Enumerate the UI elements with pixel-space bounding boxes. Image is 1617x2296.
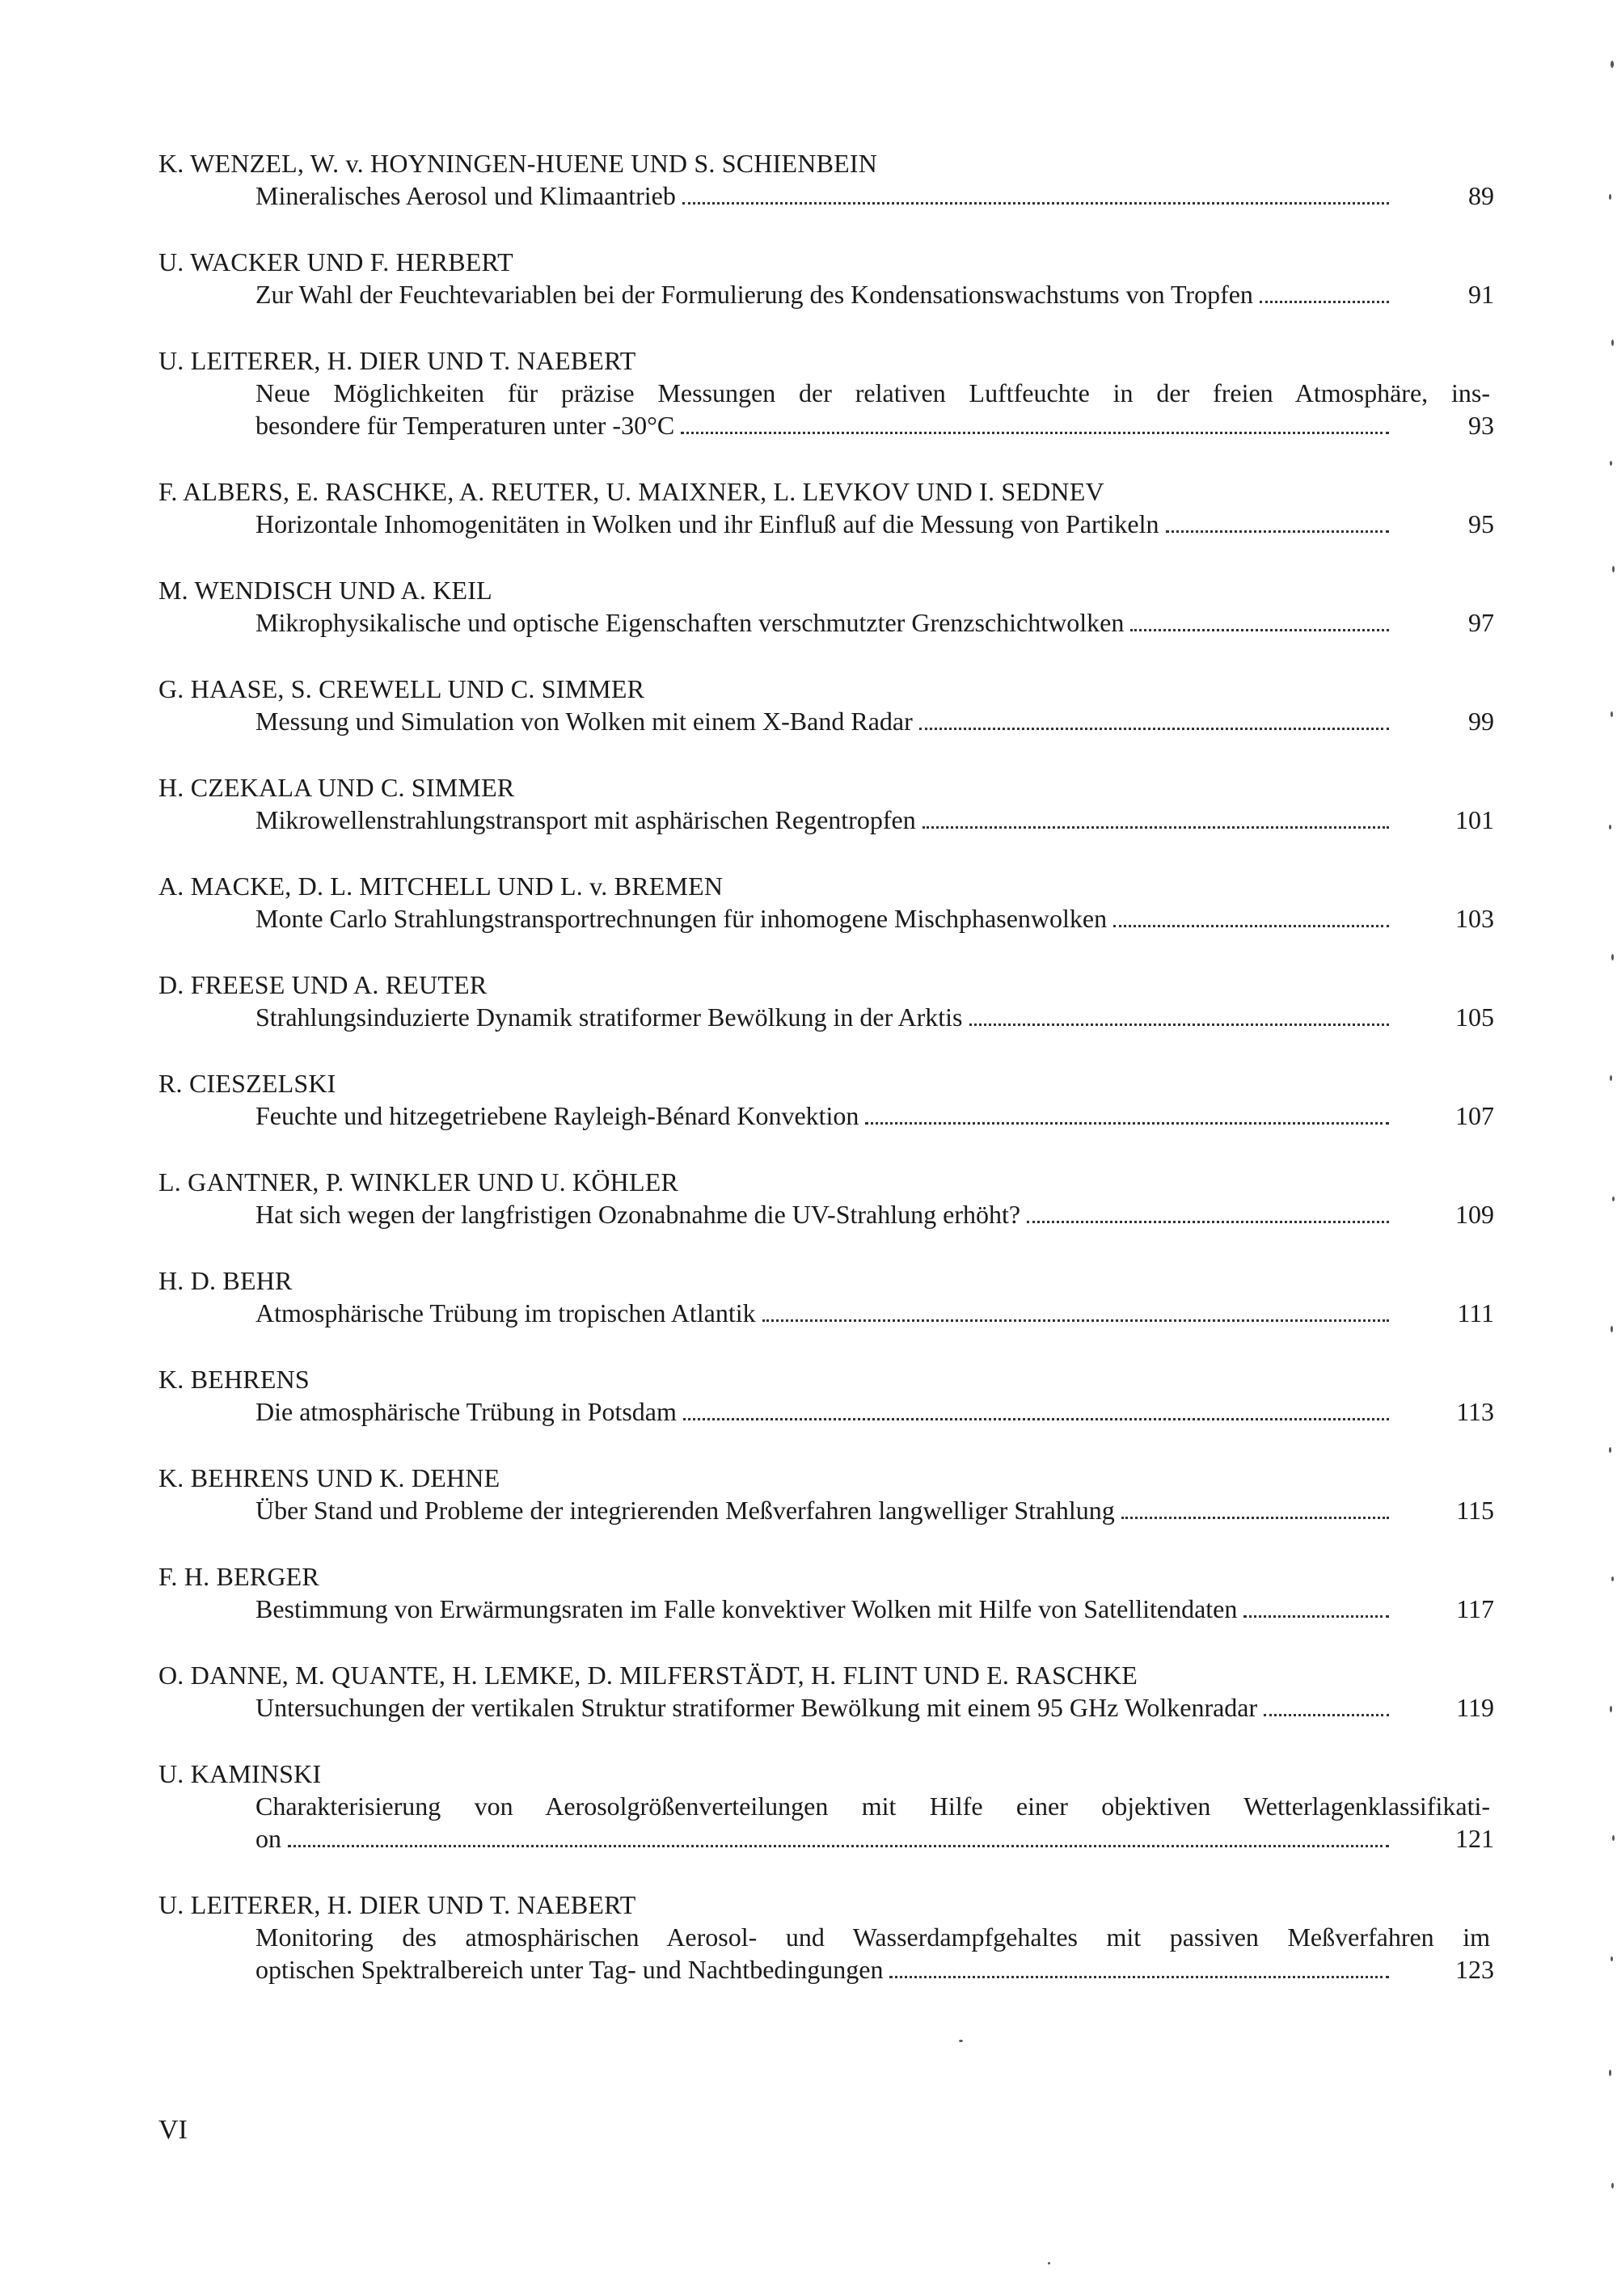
toc-entry-authors: U. KAMINSKI [158, 1759, 322, 1788]
toc-entry-page-number: 95 [1468, 509, 1494, 538]
scan-speck [1611, 954, 1614, 960]
toc-entry-title [158, 1921, 1494, 1986]
toc-entry [158, 1659, 1494, 1724]
toc-entry-page-number: 105 [1455, 1002, 1494, 1032]
toc-entry-title [158, 1001, 1494, 1033]
toc-entry-title [158, 1593, 1494, 1625]
toc-entry-title [158, 1099, 1494, 1132]
toc-entry [158, 574, 1494, 639]
toc-entry-page-number: 101 [1455, 805, 1494, 834]
toc-entry [158, 969, 1494, 1033]
toc-entry-title [158, 1790, 1494, 1855]
toc-entry-authors: K. BEHRENS UND K. DEHNE [158, 1463, 500, 1492]
toc-entry-leader-line [255, 1822, 1494, 1855]
scan-speck [1610, 1075, 1612, 1081]
toc-entry-authors: U. LEITERER, H. DIER UND T. NAEBERT [158, 1890, 636, 1919]
toc-entry [158, 1758, 1494, 1855]
scan-speck [1611, 711, 1613, 717]
dot-leader [1121, 1517, 1389, 1519]
toc-entry [158, 1363, 1494, 1428]
toc-entry-title-line: Mineralisches Aerosol und Klimaantrieb [255, 181, 676, 210]
toc-entry-leader-line [255, 1953, 1494, 1986]
dot-leader [1166, 530, 1390, 533]
toc-entry-page-number: 117 [1456, 1594, 1494, 1623]
toc-entry [158, 673, 1494, 737]
dot-leader [1243, 1615, 1389, 1618]
toc-entry-title [158, 705, 1494, 737]
scan-speck [1609, 194, 1611, 200]
toc-entry-title-line: Atmosphärische Trübung im tropischen Atlantik [255, 1298, 756, 1327]
toc-entry-page-number: 115 [1456, 1496, 1494, 1525]
scan-speck [1611, 340, 1614, 346]
toc-entry-page-number: 97 [1468, 608, 1494, 637]
dot-leader [969, 1023, 1390, 1026]
scan-speck [1610, 461, 1612, 466]
toc-entry-title-line: Mikrowellenstrahlungstransport mit asphärischen Regentropfen [255, 805, 916, 834]
scan-speck [1612, 1197, 1615, 1201]
dot-leader [1113, 925, 1389, 927]
scan-speck [1611, 1576, 1614, 1581]
toc-entry-leader-line [255, 1001, 1494, 1033]
toc-entry-page-number: 107 [1455, 1101, 1494, 1130]
toc-entry-authors: H. CZEKALA UND C. SIMMER [158, 773, 515, 802]
dot-leader [1260, 301, 1389, 303]
toc-entry-page-number: 109 [1455, 1200, 1494, 1229]
toc-entry-title-line: Horizontale Inhomogenitäten in Wolken und ihr Einfluß auf die Messung von Partikeln [255, 509, 1159, 538]
toc-entry-leader-line [255, 179, 1494, 212]
toc-entry-title-line: Messung und Simulation von Wolken mit einem X-Band Radar [255, 707, 913, 736]
toc-entry-title [158, 179, 1494, 212]
toc-entry-title-line: Untersuchungen der vertikalen Struktur stratiformer Bewölkung mit einem 95 GHz Wolkenradar [255, 1693, 1258, 1722]
toc-entry-page-number: 123 [1455, 1955, 1494, 1984]
toc-entry [158, 475, 1494, 540]
toc-entry [158, 870, 1494, 935]
toc-entry [158, 1889, 1494, 1986]
toc-entry-title-line: on [255, 1824, 281, 1853]
toc-entry-authors: F. H. BERGER [158, 1562, 319, 1591]
toc-entry-leader-line [255, 508, 1494, 540]
toc-entry-leader-line [255, 1297, 1494, 1329]
toc-entry-leader-line [255, 902, 1494, 935]
dot-leader [681, 432, 1389, 434]
toc-entry-leader-line [255, 278, 1494, 310]
toc-entry-page-number: 89 [1468, 181, 1494, 210]
dot-leader [762, 1319, 1389, 1322]
toc-entry-title [158, 902, 1494, 935]
scan-speck [1612, 1835, 1615, 1841]
toc-entry-title-line: Charakterisierung von Aerosolgrößenverteilungen mit Hilfe einer objektiven Wetterlagenklassifikati- [255, 1792, 1490, 1821]
toc-entry-authors: H. D. BEHR [158, 1266, 293, 1295]
toc-entry-title-line: Zur Wahl der Feuchtevariablen bei der Formulierung des Kondensationswachstums von Tropfen [255, 280, 1253, 309]
page-number-footer: VI [158, 2115, 188, 2145]
toc-entry-page-number: 111 [1457, 1298, 1494, 1327]
toc-entry-title-line: Feuchte und hitzegetriebene Rayleigh-Bénard Konvektion [255, 1101, 859, 1130]
toc-entry-leader-line [255, 1198, 1494, 1230]
toc-entry-authors: L. GANTNER, P. WINKLER UND U. KÖHLER [158, 1167, 679, 1197]
scan-speck [1611, 2183, 1614, 2188]
scan-speck [1609, 1447, 1611, 1453]
toc-entry [158, 1067, 1494, 1132]
toc-entry-page-number: 93 [1468, 411, 1494, 440]
toc-entry-page-number: 103 [1455, 904, 1494, 933]
toc-entry-title [158, 377, 1494, 441]
toc-entry-authors: M. WENDISCH UND A. KEIL [158, 576, 492, 605]
dot-leader [1264, 1714, 1389, 1716]
toc-entry-leader-line [255, 1395, 1494, 1428]
toc-entry-page-number: 119 [1456, 1693, 1494, 1722]
toc-entry-title [158, 1494, 1494, 1526]
toc-entry-title-line: Hat sich wegen der langfristigen Ozonabnahme die UV-Strahlung erhöht? [255, 1200, 1021, 1229]
toc-entry-authors: R. CIESZELSKI [158, 1069, 336, 1098]
toc-entry-page-number: 91 [1468, 280, 1494, 309]
toc-entry [158, 1560, 1494, 1625]
toc-entry-page-number: 121 [1455, 1824, 1494, 1853]
scan-speck [1048, 2262, 1050, 2264]
scan-speck [1612, 566, 1615, 572]
toc-entry-authors: D. FREESE UND A. REUTER [158, 970, 488, 999]
toc-entry [158, 246, 1494, 310]
toc-entry [158, 147, 1494, 212]
toc-entry-title [158, 1297, 1494, 1329]
toc-entry-title-line: Über Stand und Probleme der integrierenden Meßverfahren langwelliger Strahlung [255, 1496, 1115, 1525]
toc-entry-page-number: 113 [1456, 1397, 1494, 1426]
toc-entry-authors: K. BEHRENS [158, 1365, 310, 1394]
toc-entry [158, 1166, 1494, 1230]
toc-entry-leader-line [255, 1099, 1494, 1132]
scan-speck [1609, 825, 1611, 829]
toc-entry-title [158, 278, 1494, 310]
toc-entry-title-line: optischen Spektralbereich unter Tag- und Nachtbedingungen [255, 1955, 884, 1984]
dot-leader [919, 728, 1389, 730]
toc-entry-title-line: Monte Carlo Strahlungstransportrechnungen für inhomogene Mischphasenwolken [255, 904, 1108, 933]
toc-entry-title-line: Mikrophysikalische und optische Eigenschaften verschmutzter Grenzschichtwolken [255, 608, 1125, 637]
toc-entry-authors: U. WACKER UND F. HERBERT [158, 247, 513, 276]
scan-speck [959, 2040, 963, 2042]
scan-speck [1611, 1326, 1613, 1332]
dot-leader [1130, 629, 1389, 631]
toc-entry-leader-line [255, 1691, 1494, 1724]
toc-entry-leader-line [255, 705, 1494, 737]
scan-speck [1611, 61, 1614, 68]
toc-entry-title-line: Die atmosphärische Trübung in Potsdam [255, 1397, 677, 1426]
dot-leader [1027, 1221, 1389, 1223]
scan-speck [1610, 1706, 1612, 1712]
toc-entry-authors: U. LEITERER, H. DIER UND T. NAEBERT [158, 346, 636, 375]
toc-entry-title [158, 1395, 1494, 1428]
toc-entry-leader-line [255, 1593, 1494, 1625]
dot-leader [865, 1122, 1389, 1125]
toc-entry-title-line: Monitoring des atmosphärischen Aerosol- und Wasserdampfgehaltes mit passiven Meßverfahren im [255, 1922, 1490, 1952]
toc-entry-authors: O. DANNE, M. QUANTE, H. LEMKE, D. MILFERSTÄDT, H. FLINT UND E. RASCHKE [158, 1661, 1138, 1690]
toc-entry-title [158, 804, 1494, 836]
toc-entry-title [158, 1691, 1494, 1724]
scan-speck [1611, 1956, 1613, 1961]
toc-entry-page-number: 99 [1468, 707, 1494, 736]
toc-entry-title [158, 606, 1494, 639]
toc-entry-title-line: Neue Möglichkeiten für präzise Messungen der relativen Luftfeuchte in der freien Atmosphäre, ins- [255, 378, 1490, 407]
toc-entry [158, 1462, 1494, 1526]
dot-leader [889, 1976, 1389, 1978]
toc-entry-authors: F. ALBERS, E. RASCHKE, A. REUTER, U. MAIXNER, L. LEVKOV UND I. SEDNEV [158, 477, 1104, 506]
dot-leader [922, 826, 1389, 829]
toc-entry-authors: A. MACKE, D. L. MITCHELL UND L. v. BREMEN [158, 872, 724, 901]
table-of-contents [158, 147, 1494, 2020]
toc-entry-authors: K. WENZEL, W. v. HOYNINGEN-HUENE UND S. SCHIENBEIN [158, 149, 878, 178]
toc-entry-title-line: besondere für Temperaturen unter -30°C [255, 411, 675, 440]
toc-entry-leader-line [255, 804, 1494, 836]
dot-leader [682, 202, 1389, 205]
toc-entry-leader-line [255, 409, 1494, 441]
toc-entry-leader-line [255, 1494, 1494, 1526]
scan-speck [1609, 2070, 1611, 2076]
toc-entry-title [158, 508, 1494, 540]
dot-leader [683, 1418, 1389, 1420]
toc-entry [158, 1264, 1494, 1329]
dot-leader [288, 1845, 1389, 1847]
toc-entry [158, 344, 1494, 441]
toc-entry-authors: G. HAASE, S. CREWELL UND C. SIMMER [158, 674, 645, 703]
toc-entry-title-line: Strahlungsinduzierte Dynamik stratiformer Bewölkung in der Arktis [255, 1002, 963, 1032]
toc-entry [158, 771, 1494, 836]
toc-entry-leader-line [255, 606, 1494, 639]
toc-entry-title [158, 1198, 1494, 1230]
toc-entry-title-line: Bestimmung von Erwärmungsraten im Falle konvektiver Wolken mit Hilfe von Satellitendaten [255, 1594, 1238, 1623]
